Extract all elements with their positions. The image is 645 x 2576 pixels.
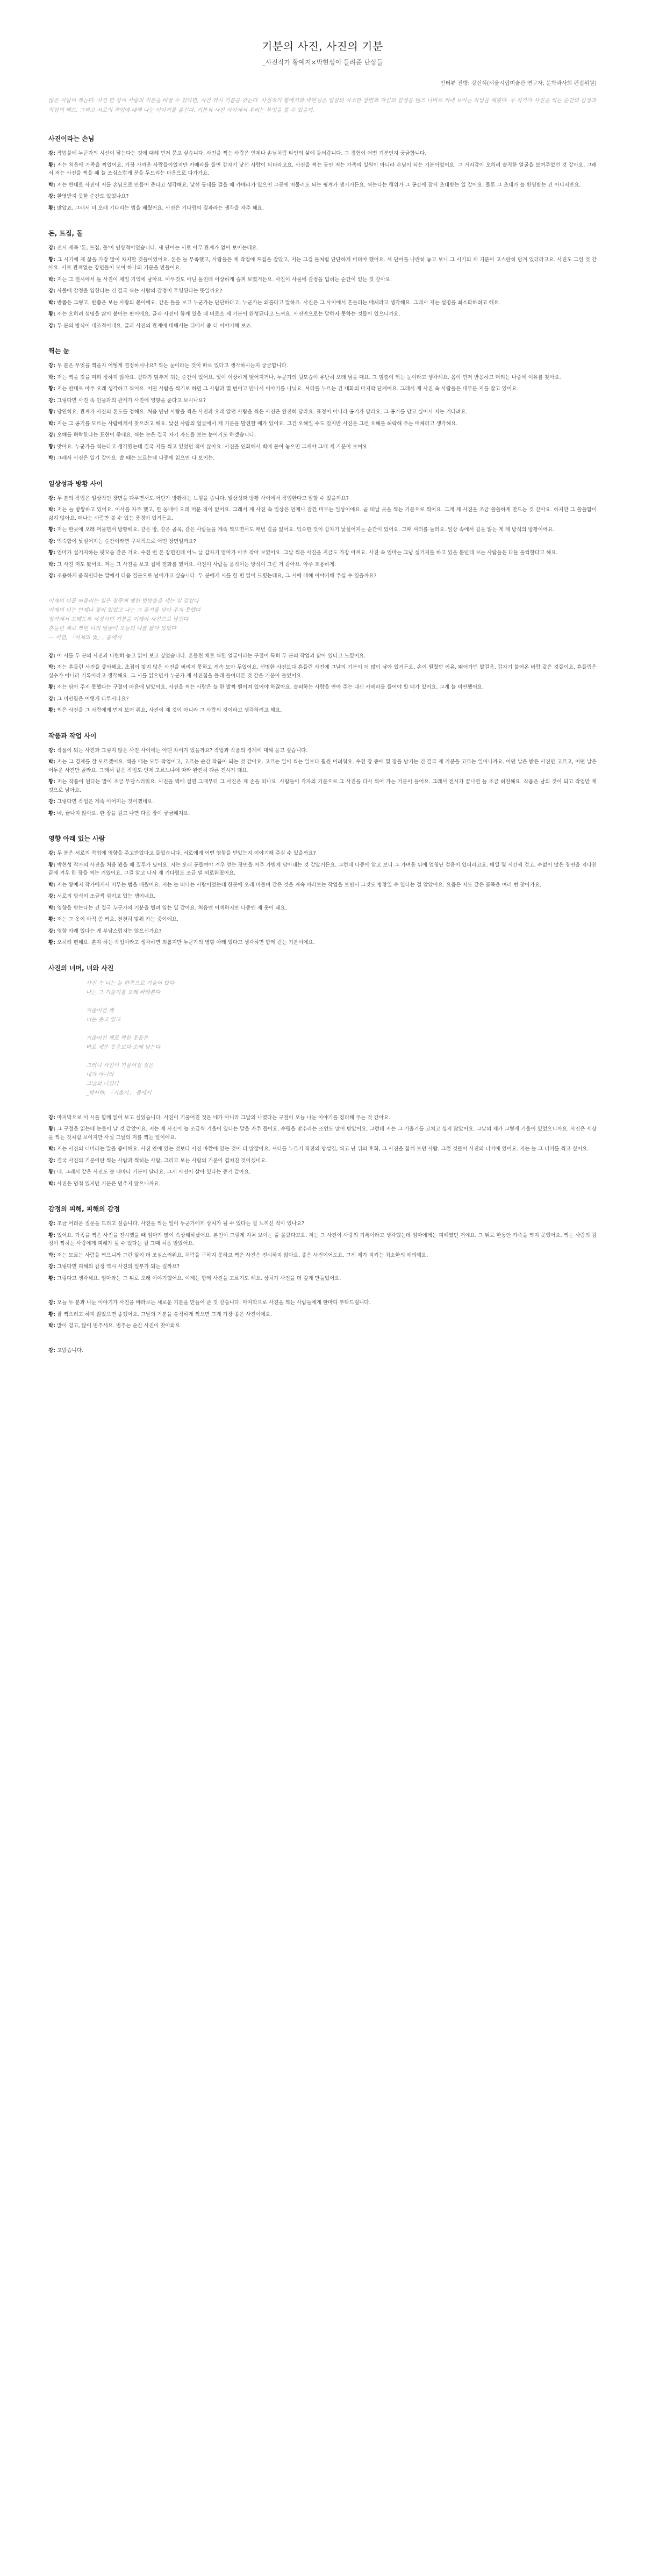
dialogue-paragraph bbox=[48, 287, 597, 296]
speaker-label: 강: bbox=[48, 495, 55, 502]
dialogue-paragraph bbox=[48, 385, 597, 393]
dialogue-text: 그렇다면 사진 속 인물과의 관계가 사진에 영향을 준다고 보시나요? bbox=[57, 397, 206, 404]
poem-line: 기울어진 채 bbox=[86, 1007, 114, 1014]
dialogue-paragraph bbox=[48, 454, 597, 463]
dialogue-text: 환영받지 못한 순간도 있었나요? bbox=[57, 194, 129, 199]
section-title: 감정의 피해, 피해의 감정 bbox=[48, 1205, 120, 1213]
dialogue-paragraph bbox=[48, 322, 597, 331]
poem-line: 그날의 나였다 bbox=[86, 1081, 119, 1087]
dialogue-text: 많이 걷고, 많이 멈추세요. 멈추는 순간 사진이 찾아와요. bbox=[57, 1323, 182, 1329]
dialogue-paragraph bbox=[48, 1157, 597, 1165]
page-title: 기분의 사진, 사진의 기분 bbox=[262, 40, 383, 53]
speaker-label: 황: bbox=[48, 527, 55, 533]
speaker-label: 박: bbox=[48, 664, 55, 670]
dialogue-paragraph bbox=[48, 695, 597, 704]
dialogue-text: 그 사진 저도 봤어요. 저는 그 사진을 보고 집에 전화를 했어요. 사진이 사람을 움직이는 방식이 그런 거 같아요. 아주 조용하게. bbox=[57, 561, 336, 568]
speaker-label: 박: bbox=[48, 182, 55, 188]
speaker-label: 강: bbox=[48, 397, 55, 404]
dialogue-paragraph bbox=[48, 374, 597, 382]
dialogue-text: 반쯤은 그렇고, 반쯤은 보는 사람의 몫이에요. 같은 돌을 보고 누군가는 단단하다고, 누군가는 외롭다고 말하죠. 사진은 그 사이에서 흔들리는 매체라고 생각해요. 그래서 저는 설명을 최소화하려고 해요. bbox=[57, 299, 500, 306]
speaker-label: 박: bbox=[48, 1252, 55, 1258]
dialogue-text: 네, 끝나지 않아요. 한 장을 걸고 나면 다음 장이 궁금해져요. bbox=[57, 810, 190, 817]
dialogue-text: 저는 그 경계를 잘 모르겠어요. 찍을 때는 모두 작업이고, 고르는 순간 작품이 되는 것 같아요. 고르는 일이 찍는 일보다 훨씬 어려워요. 수천 장 중에 몇 장을 남기는 건 결국 제 기분을 고르는 일이니까요. 어떤 날은 밝은 사진만 고르고, 어떤 날은 어두운 사진만 골라요. 그래서 같은 작업도 언제 고르느냐에 따라 완전히 다른 전시가 돼요. bbox=[48, 759, 597, 774]
dialogue-paragraph bbox=[48, 1263, 597, 1271]
interview-section bbox=[48, 346, 597, 463]
dialogue-paragraph bbox=[48, 1347, 597, 1355]
dialogue-text: 저는 황예지 작가에게서 머무는 법을 배웠어요. 저는 늘 떠나는 사람이었는데 한곳에 오래 머물며 같은 것을 계속 바라보는 작업을 보면서 그것도 방황일 수 있다는 걸 알았어요. 요즘은 저도 같은 골목을 여러 번 찾아가요. bbox=[57, 882, 542, 888]
dialogue-paragraph bbox=[48, 549, 597, 557]
speaker-label: 강: bbox=[48, 850, 55, 856]
speaker-label: 박: bbox=[48, 905, 55, 911]
poem-line: 창가에서 오래도록 서성이던 기분을 이제야 사진으로 남긴다 bbox=[48, 616, 189, 622]
poem-line: 어제의 너는 언제나 젖어 있었고 나는 그 물기를 닦아 주지 못했다 bbox=[48, 607, 200, 613]
speaker-label: 강: bbox=[48, 538, 55, 545]
section-poem bbox=[48, 963, 597, 1098]
dialogue-text: 사진은 멈춰 있지만 기분은 멈추지 않으니까요. bbox=[57, 1180, 161, 1187]
dialogue-paragraph bbox=[48, 397, 597, 405]
dialogue-text: 두 분의 작업은 일상적인 장면을 다루면서도 어딘가 방황하는 느낌을 줍니다. 일상성과 방황 사이에서 작업한다고 말할 수 있을까요? bbox=[57, 495, 349, 502]
poem-line: 기울어진 채로 찍힌 웃음은 bbox=[86, 1035, 148, 1041]
speaker-label: 박: bbox=[48, 276, 55, 283]
dialogue-paragraph bbox=[48, 256, 597, 273]
poem-line: 흔들린 채로 찍힌 너의 얼굴이 오늘의 나를 닮아 있었다 bbox=[48, 625, 176, 632]
dialogue-text: 그래서 사진은 일기 같아요. 쓸 때는 모르는데 나중에 읽으면 다 보이는. bbox=[57, 455, 215, 461]
dialogue-paragraph bbox=[48, 927, 597, 936]
dialogue-paragraph bbox=[48, 572, 597, 581]
dialogue-paragraph bbox=[48, 538, 597, 546]
dialogue-text: 저는 닦아 주지 못했다는 구절이 마음에 남았어요. 사진을 찍는 사람은 늘 한 발짝 떨어져 있어야 하잖아요. 슬퍼하는 사람을 안아 주는 대신 카메라를 들어야 할 때가 있어요. 그게 늘 미안했어요. bbox=[57, 684, 484, 690]
poem-quote-2 bbox=[86, 979, 597, 1098]
dialogue-paragraph bbox=[48, 299, 597, 307]
poem-line: 그러니 사진이 기울어진 것은 bbox=[86, 1062, 154, 1069]
dialogue-text: 맞아요. 누군가를 찍는다고 생각했는데 결국 저를 찍고 있었던 적이 많아요. 사진을 인화해서 벽에 붙여 놓으면 그제야 그때 제 기분이 보여요. bbox=[57, 443, 369, 450]
dialogue-paragraph bbox=[48, 1220, 597, 1228]
dialogue-text: 그 미안함은 어떻게 다루시나요? bbox=[57, 696, 129, 702]
speaker-label: 황: bbox=[48, 550, 55, 556]
dialogue-text: 작품이 되는 사진과 그렇지 않은 사진 사이에는 어떤 차이가 있을까요? 작업과 작품의 경계에 대해 묻고 싶습니다. bbox=[57, 747, 308, 754]
dialogue-text: 저는 그 공기를 모르는 사람에게서 찾으려고 해요. 낯선 사람의 얼굴에서 제 기분을 발견할 때가 있어요. 그건 오해일 수도 있지만 사진은 그런 오해를 허락해 주는 매체라고 생각해요. bbox=[57, 420, 458, 427]
poem-line: 바로 세운 웃음보다 오래 남는다 bbox=[86, 1044, 161, 1050]
speaker-label: 강: bbox=[48, 653, 55, 659]
poem-line: 나는 그 기울기를 오래 바라본다 bbox=[86, 989, 161, 996]
speaker-label: 강: bbox=[48, 194, 55, 199]
dialogue-text: 저는 처음에 가족을 찍었어요. 가장 가까운 사람들이었지만 카메라를 들면 갑자기 낯선 사람이 되더라고요. 사진을 찍는 동안 저는 가족의 일원이 아니라 손님이 되는 기분이었어요. 그 거리감이 오히려 솔직한 얼굴을 보여주었던 것 같아요. 그래서 저는 사진을 찍을 때 늘 조심스럽게 문을 두드리는 마음으로 다가가요. bbox=[48, 162, 597, 176]
poem-line: 사진 속 너는 늘 한쪽으로 기울어 있다 bbox=[86, 980, 174, 986]
dialogue-paragraph bbox=[48, 1168, 597, 1177]
speaker-label: 황: bbox=[48, 779, 55, 785]
dialogue-paragraph bbox=[48, 915, 597, 924]
poem-quote-1 bbox=[48, 597, 597, 642]
page-subtitle: _사진작가 황예지×박현성이 들려준 단상들 bbox=[262, 59, 383, 66]
dialogue-text: 저는 오히려 설명을 많이 붙이는 편이에요. 글과 사진이 함께 있을 때 비로소 제 기분이 완성된다고 느껴요. 사진만으로는 말하지 못하는 것들이 있으니까요. bbox=[57, 311, 400, 317]
abstract: 많은 사람이 찍는다. 사진 한 장이 사람의 기분을 바꿀 수 있다면, 사진 역시 기분을 갖는다. 사진작가 황예지와 박현성은 일상의 사소한 장면과 자신의 감정을 렌즈 너머로 꺼내 보이는 작업을 해왔다. 두 작가가 사진을 찍는 순간의 감정과 작업의 태도, 그리고 서로의 작업에 대해 나눈 이야기를 옮긴다. 기분과 사진 사이에서 우리는 무엇을 볼 수 있을까. bbox=[48, 98, 597, 113]
speaker-label: 박: bbox=[48, 882, 55, 888]
speaker-label: 강: bbox=[48, 1221, 55, 1227]
speaker-label: 황: bbox=[48, 256, 55, 263]
dialogue-text: 저는 찍을 것을 미리 정하지 않아요. 걷다가 멈추게 되는 순간이 있어요. 빛이 이상하게 떨어지거나, 누군가의 뒷모습이 유난히 오래 남을 때요. 그 멈춤이 찍는 눈이라고 생각해요. 몸이 먼저 반응하고 머리는 나중에 이유를 찾아요. bbox=[57, 374, 561, 381]
dialogue-text: 잘 찍으려고 하지 않았으면 좋겠어요. 그날의 기분을 솔직하게 찍으면 그게 가장 좋은 사진이에요. bbox=[57, 1311, 273, 1318]
dialogue-text: 그렇다면 피해의 감정 역시 사진의 일부가 되는 걸까요? bbox=[57, 1264, 180, 1270]
speaker-label: 황: bbox=[48, 1126, 55, 1132]
dialogue-text: 그렇다면 작업은 계속 이어지는 것이겠네요. bbox=[57, 799, 154, 805]
dialogue-paragraph bbox=[48, 683, 597, 692]
dialogue-text: 영향 아래 있다는 게 부담스럽지는 않으신가요? bbox=[57, 928, 162, 934]
speaker-label: 강: bbox=[48, 1264, 55, 1270]
dialogue-text: 찍은 사진을 그 사람에게 먼저 보여 줘요. 사진이 제 것이 아니라 그 사람의 것이라고 생각하려고 해요. bbox=[57, 707, 282, 713]
dialogue-paragraph bbox=[48, 881, 597, 890]
dialogue-paragraph bbox=[48, 663, 597, 680]
dialogue-paragraph bbox=[48, 849, 597, 858]
section-group-b bbox=[48, 652, 597, 947]
section-title: 돈, 트집, 돌 bbox=[48, 230, 83, 237]
dialogue-text: 그 시기에 제 삶을 가장 많이 차지한 것들이었어요. 돈은 늘 부족했고, 사람들은 제 작업에 트집을 잡았고, 저는 그걸 돌처럼 단단하게 버텨야 했어요. 세 단어를 나란히 놓고 보니 그 시기의 제 기분이 고스란히 담겨 있더라고요. 사진도 그런 것 같아요. 서로 관계없는 장면들이 모여 하나의 기분을 만들어요. bbox=[48, 256, 597, 271]
speaker-label: 강: bbox=[48, 432, 55, 438]
dialogue-paragraph bbox=[48, 1299, 597, 1307]
dialogue-paragraph bbox=[48, 758, 597, 775]
dialogue-text: 저는 모르는 사람을 찍으니까 그런 일이 더 조심스러워요. 허락을 구하지 못하고 찍은 사진은 전시하지 않아요. 좋은 사진이어도요. 그게 제가 지키는 최소한의 예의예요. bbox=[57, 1252, 428, 1258]
interview-section bbox=[48, 652, 597, 715]
dialogue-paragraph bbox=[48, 276, 597, 284]
speaker-label: 박: bbox=[48, 420, 55, 427]
poem-line: _박서하, 「기울기」 중에서 bbox=[86, 1090, 152, 1096]
dialogue-paragraph bbox=[48, 408, 597, 417]
speaker-label: 강: bbox=[48, 696, 55, 702]
dialogue-text: 작업물에 누군가의 시선이 닿는다는 것에 대해 먼저 묻고 싶습니다. 사진을 찍는 사람은 언제나 손님처럼 타인의 삶에 들어갑니다. 그 경험이 어떤 기분인지 궁금합니다. bbox=[57, 151, 427, 156]
speaker-label: 박: bbox=[48, 759, 55, 765]
interview-section bbox=[48, 1347, 597, 1355]
dialogue-paragraph bbox=[48, 652, 597, 661]
dialogue-text: 저는 작품이 된다는 말이 조금 부담스러워요. 사진을 벽에 걸면 그때부터 그 사진은 제 손을 떠나요. 사람들이 각자의 기분으로 그 사진을 다시 찍어 가는 기분이 들어요. 그래서 전시가 끝나면 늘 조금 허전해요. 작품은 남의 것이 되고 작업만 제 것으로 남아요. bbox=[48, 779, 597, 793]
speaker-label: 황: bbox=[48, 1311, 55, 1318]
dialogue-paragraph bbox=[48, 420, 597, 428]
speaker-label: 강: bbox=[48, 1347, 55, 1354]
speaker-label: 박: bbox=[48, 561, 55, 568]
dialogue-paragraph bbox=[48, 244, 597, 253]
interview-section bbox=[48, 228, 597, 330]
dialogue-text: 조용하게 움직인다는 말에서 다음 질문으로 넘어가고 싶습니다. 두 분에게 시를 한 편 읽어 드렸는데요, 그 시에 대해 이야기해 주실 수 있을까요? bbox=[57, 573, 377, 579]
dialogue-text: 오히려 편해요. 혼자 하는 작업이라고 생각하면 외롭지만 누군가의 영향 아래 있다고 생각하면 함께 걷는 기분이에요. bbox=[57, 940, 315, 946]
speaker-label: 황: bbox=[48, 1232, 55, 1239]
dialogue-text: 이 시를 두 분의 사진과 나란히 놓고 읽어 보고 싶었습니다. 흔들린 채로 찍힌 얼굴이라는 구절이 특히 두 분의 작업과 닮아 있다고 느꼈어요. bbox=[57, 653, 366, 659]
speaker-label: 강: bbox=[48, 747, 55, 754]
poem-line: 너는 웃고 있고 bbox=[86, 1017, 121, 1023]
dialogue-paragraph bbox=[48, 798, 597, 806]
speaker-label: 강: bbox=[48, 893, 55, 899]
speaker-label: 박: bbox=[48, 1180, 55, 1187]
speaker-label: 황: bbox=[48, 1275, 55, 1282]
dialogue-paragraph bbox=[48, 149, 597, 158]
section-group-a bbox=[48, 134, 597, 581]
dialogue-text: 그렇다고 생각해요. 엄마와는 그 뒤로 오래 이야기했어요. 이제는 함께 사진을 고르기도 해요. 상처가 사진을 더 깊게 만들었어요. bbox=[57, 1275, 341, 1282]
dialogue-text: 전시 제목 '돈, 트집, 돌'이 인상적이었습니다. 세 단어는 서로 아무 관계가 없어 보이는데요. bbox=[57, 245, 259, 251]
section-title: 영향 아래 있는 사람 bbox=[48, 835, 105, 842]
poem-line: — 서연, 「어제의 빛」, 중에서 bbox=[48, 634, 122, 641]
section-group-c bbox=[48, 1114, 597, 1355]
dialogue-text: 익숙함이 낯설어지는 순간이라면 구체적으로 어떤 장면일까요? bbox=[57, 538, 196, 545]
dialogue-text: 저는 그 옷이 아직 좀 커요. 천천히 맞춰 가는 중이에요. bbox=[57, 917, 178, 922]
dialogue-text: 두 분의 방식이 대조적이네요. 글과 사진의 관계에 대해서는 뒤에서 좀 더 이야기해 보죠. bbox=[57, 323, 253, 329]
speaker-label: 황: bbox=[48, 940, 55, 946]
dialogue-paragraph bbox=[48, 1311, 597, 1319]
dialogue-text: 저는 반대로 사진이 저를 손님으로 만들어 준다고 생각해요. 낯선 동네를 걸을 때 카메라가 있으면 그곳에 머물러도 되는 핑계가 생기거든요. 찍는다는 행위가 그 공간에 잠시 초대받는 일 같아요. 물론 그 초대가 늘 환영받는 건 아니지만요. bbox=[57, 182, 581, 188]
speaker-label: 황: bbox=[48, 205, 55, 211]
dialogue-paragraph bbox=[48, 1114, 597, 1122]
interview-section bbox=[48, 1299, 597, 1330]
speaker-label: 강: bbox=[48, 928, 55, 934]
dialogue-paragraph bbox=[48, 810, 597, 818]
interview-section bbox=[48, 134, 597, 212]
speaker-label: 황: bbox=[48, 707, 55, 713]
dialogue-text: 박현성 작가의 사진을 처음 봤을 때 질투가 났어요. 저는 오래 공들여야 겨우 얻는 장면을 아주 가볍게 담아내는 것 같았거든요. 그런데 나중에 알고 보니 그 가벼움 뒤에 엄청난 걸음이 있더라고요. 매일 몇 시간씩 걷고, 수없이 많은 장면을 지나친 끝에 겨우 한 장을 찍는 거였어요. 그걸 알고 나서 제 기다림도 조금 덜 외로워졌어요. bbox=[48, 862, 597, 876]
speaker-label: 황: bbox=[48, 1169, 55, 1175]
speaker-label: 강: bbox=[48, 245, 55, 251]
section-title: 찍는 눈 bbox=[48, 347, 69, 355]
dialogue-paragraph bbox=[48, 1251, 597, 1260]
dialogue-text: 당연히요. 관계가 사진의 온도를 정해요. 처음 만난 사람을 찍은 사진과 오래 알던 사람을 찍은 사진은 완전히 달라요. 표정이 아니라 공기가 달라요. 그 공기를 담고 싶어서 저는 기다려요. bbox=[57, 409, 468, 415]
speaker-label: 황: bbox=[48, 810, 55, 817]
speaker-label: 박: bbox=[48, 455, 55, 461]
speaker-label: 강: bbox=[48, 573, 55, 579]
dialogue-text: 저는 흔들린 사진을 좋아해요. 초점이 맞지 않은 사진을 버리지 못하고 계속 모아 두었어요. 선명한 사진보다 흔들린 사진에 그날의 기분이 더 많이 남아 있거든요. 손이 떨렸던 이유, 뛰어가던 발걸음, 갑자기 불어온 바람 같은 것들이요. 흔들림은 실수가 아니라 기록이라고 생각해요. 그 시를 읽으면서 누군가 제 사진첩을 몰래 들여다본 것 같은 기분이 들었어요. bbox=[48, 664, 597, 679]
dialogue-paragraph bbox=[48, 443, 597, 452]
dialogue-text: 영향을 받는다는 건 결국 누군가의 기분을 빌려 입는 일 같아요. 처음엔 어색하지만 나중엔 제 옷이 돼요. bbox=[57, 905, 287, 911]
dialogue-text: 있어요. 가족을 찍은 사진을 전시했을 때 엄마가 많이 속상해하셨어요. 본인이 그렇게 지쳐 보이는 줄 몰랐다고요. 저는 그 사진이 사랑의 기록이라고 생각했는데 엄마에게는 피해였던 거예요. 그 뒤로 한동안 가족을 찍지 못했어요. 찍는 사람의 감정이 찍히는 사람에게 피해가 될 수 있다는 걸 그때 처음 알았어요. bbox=[48, 1232, 597, 1247]
speaker-label: 강: bbox=[48, 1157, 55, 1164]
dialogue-paragraph bbox=[48, 861, 597, 878]
dialogue-paragraph bbox=[48, 1275, 597, 1283]
dialogue-text: 저는 한곳에 오래 머물면서 방황해요. 같은 방, 같은 골목, 같은 사람들을 계속 찍으면서도 매번 길을 잃어요. 익숙한 것이 갑자기 낯설어지는 순간이 있어요. 그때 셔터를 눌러요. 일상 속에서 길을 잃는 게 제 방식의 방황이에요. bbox=[57, 527, 555, 533]
speaker-label: 박: bbox=[48, 1323, 55, 1329]
dialogue-text: 많았죠. 그래서 더 오래 기다리는 법을 배웠어요. 사진은 기다림의 결과라는 생각을 자주 해요. bbox=[57, 205, 264, 211]
section-title: 사진의 너머, 너와 사진 bbox=[48, 964, 114, 972]
dialogue-paragraph bbox=[48, 431, 597, 440]
speaker-label: 황: bbox=[48, 917, 55, 922]
dialogue-text: 마지막으로 이 시를 함께 읽어 보고 싶었습니다. 사진이 기울어진 것은 네가 아니라 그날의 나였다는 구절이 오늘 나눈 이야기를 정리해 주는 것 같아요. bbox=[57, 1114, 391, 1121]
interview-section bbox=[48, 1204, 597, 1283]
dialogue-text: 오해를 허락한다는 표현이 좋네요. 찍는 눈은 결국 자기 자신을 보는 눈이기도 하겠습니다. bbox=[57, 432, 256, 438]
dialogue-paragraph bbox=[48, 904, 597, 913]
interview-section bbox=[48, 731, 597, 818]
dialogue-paragraph bbox=[48, 1232, 597, 1248]
dialogue-paragraph bbox=[48, 526, 597, 534]
speaker-label: 황: bbox=[48, 386, 55, 392]
dialogue-paragraph bbox=[48, 192, 597, 201]
dialogue-text: 저는 사진의 너머라는 말을 좋아해요. 사진 안에 있는 것보다 사진 바깥에 있는 것이 더 많잖아요. 셔터를 누르기 직전의 망설임, 찍고 난 뒤의 후회, 그 사진을 함께 보던 사람. 그런 것들이 사진의 너머에 있어요. 저는 늘 그 너머를 찍고 싶어요. bbox=[57, 1146, 589, 1152]
dialogue-paragraph bbox=[48, 1322, 597, 1330]
dialogue-paragraph bbox=[48, 1145, 597, 1154]
speaker-label: 황: bbox=[48, 409, 55, 415]
dialogue-paragraph bbox=[48, 706, 597, 715]
speaker-label: 강: bbox=[48, 1114, 55, 1121]
dialogue-text: 네. 그래서 같은 사진도 볼 때마다 기분이 달라요. 그게 사진이 살아 있다는 증거 같아요. bbox=[57, 1169, 251, 1175]
dialogue-text: 저는 늘 방황하고 있어요. 이사를 자주 했고, 한 동네에 오래 머문 적이 없어요. 그래서 제 사진 속 일상은 언제나 잠깐 머무는 일상이에요. 곧 떠날 곳을 찍는 기분으로 찍어요. 그게 제 사진을 조금 쓸쓸하게 만드는 것 같아요. 하지만 그 쓸쓸함이 싫지 않아요. 떠나는 사람만 볼 수 있는 풍경이 있거든요. bbox=[48, 507, 597, 521]
poem-line: 네가 아니라 bbox=[86, 1071, 114, 1078]
dialogue-text: 두 분은 서로의 작업에 영향을 주고받았다고 들었습니다. 서로에게 어떤 영향을 받았는지 이야기해 주실 수 있을까요? bbox=[57, 850, 316, 856]
dialogue-paragraph bbox=[48, 181, 597, 190]
dialogue-paragraph bbox=[48, 495, 597, 503]
dialogue-text: 고맙습니다. bbox=[57, 1347, 83, 1354]
section-title: 일상성과 방황 사이 bbox=[48, 480, 103, 488]
byline: 인터뷰 진행: 강신석(서울시립미술관 연구자, 문학과사회 편집위원) bbox=[440, 81, 597, 87]
dialogue-paragraph bbox=[48, 310, 597, 319]
dialogue-text: 두 분은 무엇을 찍을지 어떻게 결정하시나요? 찍는 눈이라는 것이 따로 있다고 생각하시는지 궁금합니다. bbox=[57, 363, 288, 369]
dialogue-paragraph bbox=[48, 1125, 597, 1142]
speaker-label: 박: bbox=[48, 374, 55, 381]
speaker-label: 강: bbox=[48, 323, 55, 329]
speaker-label: 박: bbox=[48, 507, 55, 513]
speaker-label: 강: bbox=[48, 799, 55, 805]
dialogue-paragraph bbox=[48, 204, 597, 213]
dialogue-paragraph bbox=[48, 362, 597, 370]
interview-section bbox=[48, 479, 597, 581]
speaker-label: 강: bbox=[48, 1300, 55, 1306]
section-title: 작품과 작업 사이 bbox=[48, 732, 97, 740]
interview-section bbox=[48, 1114, 597, 1189]
dialogue-text: 조금 어려운 질문을 드리고 싶습니다. 사진을 찍는 일이 누군가에게 상처가 될 수 있다는 걸 느끼신 적이 있나요? bbox=[57, 1221, 305, 1227]
dialogue-text: 저는 그 전시에서 돌 사진이 제일 기억에 남아요. 아무것도 아닌 돌인데 이상하게 슬퍼 보였거든요. 사진이 사물에 감정을 입히는 순간이 있는 것 같아요. bbox=[57, 276, 392, 283]
dialogue-paragraph bbox=[48, 892, 597, 901]
interview-section bbox=[48, 834, 597, 947]
dialogue-text: 엄마가 설거지하는 뒷모습 같은 거요. 수천 번 본 장면인데 어느 날 갑자기 엄마가 아주 작아 보였어요. 그날 찍은 사진을 지금도 가장 아껴요. 사진 속 엄마는 그냥 설거지를 하고 있을 뿐인데 보는 사람들은 다들 울컥한다고 해요. bbox=[57, 550, 558, 556]
dialogue-paragraph bbox=[48, 778, 597, 795]
dialogue-text: 사물에 감정을 입힌다는 건 결국 찍는 사람의 감정이 투영된다는 뜻일까요? bbox=[57, 288, 223, 294]
dialogue-text: 저는 반대로 아주 오래 생각하고 찍어요. 어떤 사람을 찍기로 하면 그 사람과 몇 번이고 만나서 이야기를 나눠요. 셔터를 누르는 건 대화의 마지막 단계예요. 그래서 제 사진 속 사람들은 대부분 저를 알고 있어요. bbox=[57, 386, 519, 392]
speaker-label: 황: bbox=[48, 311, 55, 317]
poem-line bbox=[86, 1052, 597, 1061]
speaker-label: 황: bbox=[48, 684, 55, 690]
speaker-label: 황: bbox=[48, 443, 55, 450]
speaker-label: 강: bbox=[48, 288, 55, 294]
speaker-label: 강: bbox=[48, 363, 55, 369]
speaker-label: 박: bbox=[48, 299, 55, 306]
dialogue-paragraph bbox=[48, 939, 597, 947]
dialogue-text: 오늘 두 분과 나눈 이야기가 사진을 바라보는 새로운 기분을 만들어 준 것 같습니다. 마지막으로 사진을 찍는 사람들에게 한마디 부탁드립니다. bbox=[57, 1300, 371, 1306]
dialogue-paragraph bbox=[48, 747, 597, 755]
section-title: 사진이라는 손님 bbox=[48, 135, 95, 142]
speaker-label: 황: bbox=[48, 862, 55, 868]
poem-line bbox=[86, 997, 597, 1006]
dialogue-paragraph bbox=[48, 1180, 597, 1189]
dialogue-paragraph bbox=[48, 506, 597, 523]
dialogue-text: 결국 사진의 기분이란 찍는 사람과 찍히는 사람, 그리고 보는 사람의 기분이 겹쳐진 것이겠네요. bbox=[57, 1157, 268, 1164]
dialogue-paragraph bbox=[48, 561, 597, 569]
speaker-label: 박: bbox=[48, 1146, 55, 1152]
speaker-label: 강: bbox=[48, 151, 55, 156]
poem-line bbox=[86, 1025, 597, 1034]
dialogue-text: 서로의 방식이 조금씩 섞이고 있는 셈이네요. bbox=[57, 893, 156, 899]
dialogue-paragraph bbox=[48, 161, 597, 178]
speaker-label: 황: bbox=[48, 162, 55, 168]
poem-line: 어제의 너를 떠올리는 일은 창문에 맺힌 빗방울을 세는 일 같았다 bbox=[48, 598, 199, 604]
dialogue-text: 그 구절을 읽는데 눈물이 날 것 같았어요. 저는 제 사진이 늘 조금씩 기울어 있다는 말을 자주 들어요. 수평을 맞추라는 조언도 많이 받았어요. 그런데 저는 그 기울기를 고치고 싶지 않았어요. 그날의 제가 그렇게 기울어 있었으니까요. 사진은 세상을 찍는 것처럼 보이지만 사실 그날의 저를 찍는 일이에요. bbox=[48, 1126, 597, 1141]
